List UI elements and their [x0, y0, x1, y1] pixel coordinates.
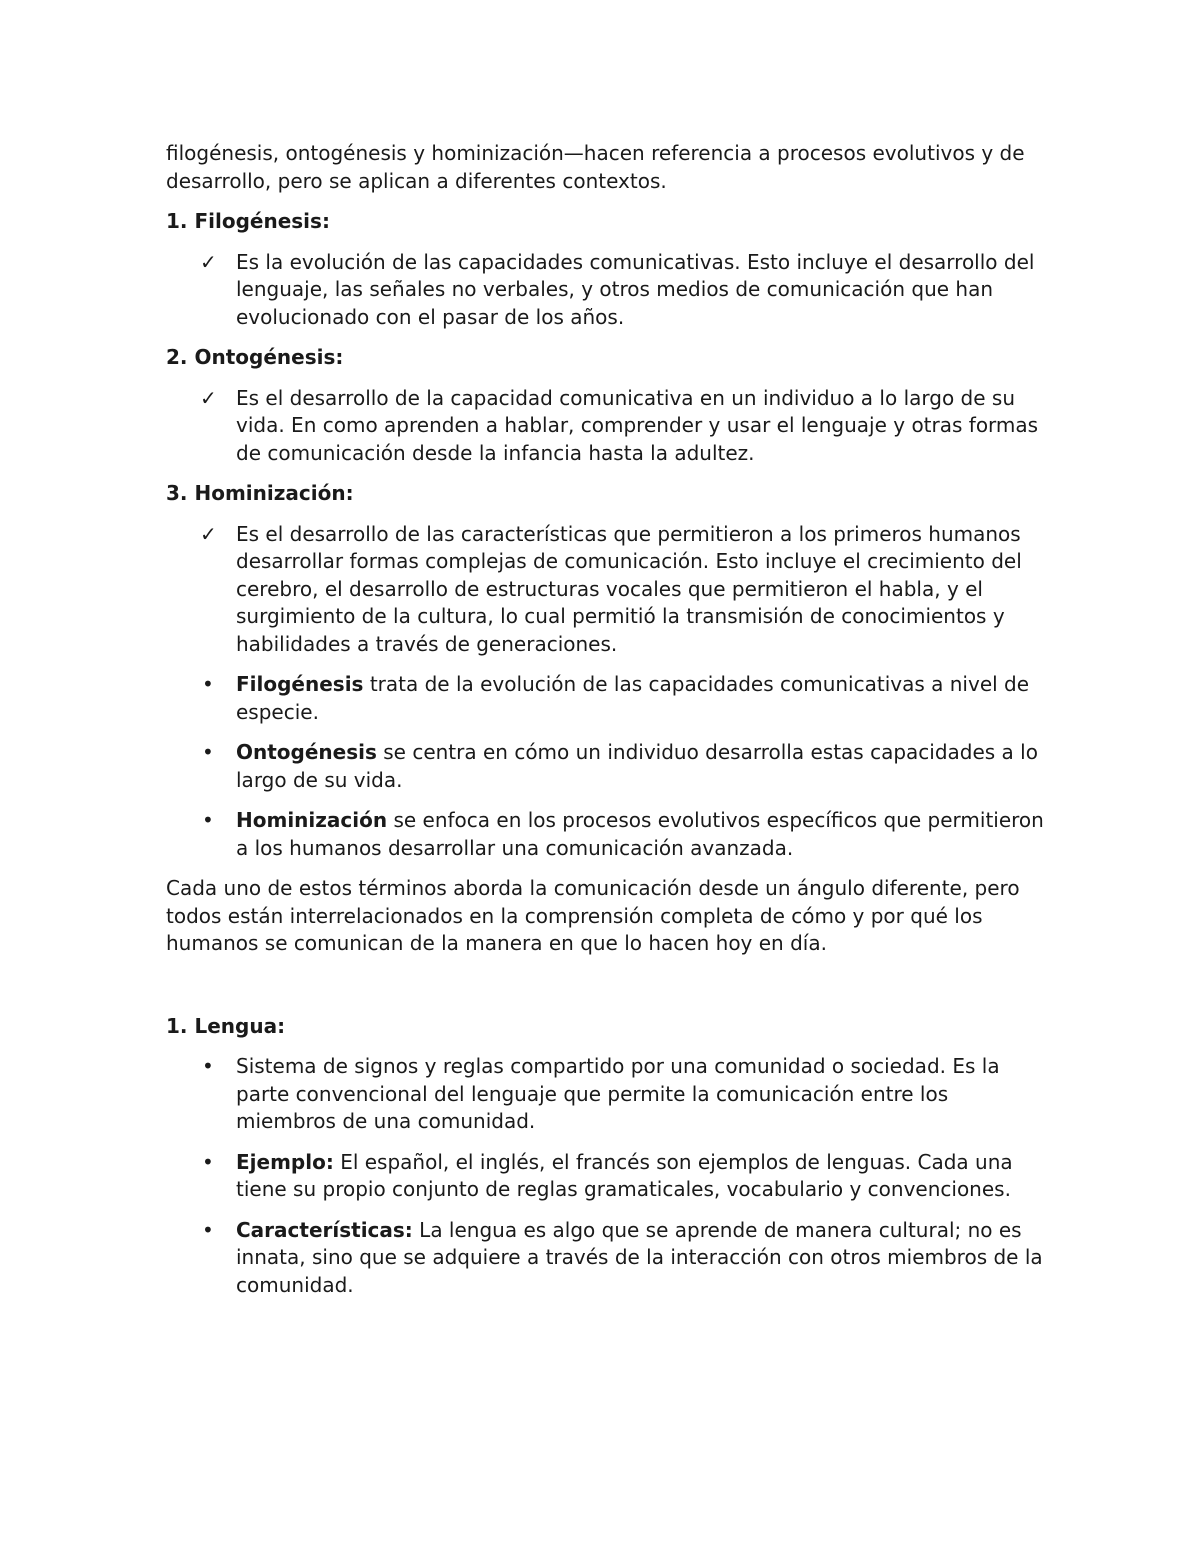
checkmark-icon: ✓: [200, 249, 217, 274]
summary-bullet-item: [166, 671, 1046, 726]
section-spacer: [166, 958, 1046, 1013]
check-item-text: Es la evolución de las capacidades comunicativas. Esto incluye el desarrollo del lenguaje, las señales no verbales, y otros medios de comunicación que han evolucionado con el pasar de los años.: [236, 249, 1035, 329]
bullet-text: se centra en cómo un individuo desarrolla estas capacidades a lo largo de su vida.: [236, 740, 1038, 792]
intro-paragraph: filogénesis, ontogénesis y hominización—hacen referencia a procesos evolutivos y de desarrollo, pero se aplican a diferentes contextos.: [166, 141, 1025, 193]
check-item: [166, 385, 1046, 468]
bullet-text: trata de la evolución de las capacidades comunicativas a nivel de especie.: [236, 672, 1030, 724]
bullet-term: Ontogénesis: [236, 740, 377, 764]
bullet-icon: •: [202, 672, 214, 696]
bullet-text: El español, el inglés, el francés son ejemplos de lenguas. Cada una tiene su propio conjunto de reglas gramaticales, vocabulario y convenciones.: [236, 1149, 1013, 1201]
summary-bullet-item: [166, 807, 1046, 862]
bullet-term: Ejemplo:: [236, 1149, 334, 1174]
bullet-icon: •: [202, 1217, 214, 1242]
check-item-text: Es el desarrollo de las características que permitieron a los primeros humanos desarrollar formas complejas de comunicación. Esto incluye el crecimiento del cerebro, el desarrollo de estructuras vocales que permitieron el habla, y el surgimiento de la cultura, lo cual permitió la transmisión de conocimientos y habilidades a través de generaciones.: [236, 521, 1022, 656]
closing-paragraph: Cada uno de estos términos aborda la comunicación desde un ángulo diferente, pero todos están interrelacionados en la comprensión completa de cómo y por qué los humanos se comunican de la manera en que lo hacen hoy en día.: [166, 876, 1020, 955]
bullet-text: se enfoca en los procesos evolutivos específicos que permitieron a los humanos desarrollar una comunicación avanzada.: [236, 808, 1044, 860]
section-heading-hominizacion: 3. Hominización:: [166, 481, 354, 505]
lengua-bullet-item: [166, 1149, 1046, 1204]
bullet-icon: •: [202, 1149, 214, 1174]
bullet-icon: •: [202, 740, 214, 764]
lengua-bullet-item: [166, 1053, 1046, 1136]
bullet-icon: •: [202, 1054, 214, 1078]
checkmark-icon: ✓: [200, 385, 217, 410]
check-item: [166, 521, 1046, 659]
lengua-bullet-item: [166, 1217, 1046, 1300]
bullet-term: Características:: [236, 1217, 413, 1242]
bullet-term: Hominización: [236, 808, 388, 832]
summary-bullet-item: [166, 739, 1046, 794]
section-heading-lengua: 1. Lengua:: [166, 1013, 286, 1038]
document-page: [166, 140, 1046, 1312]
bullet-icon: •: [202, 808, 214, 832]
checkmark-icon: ✓: [200, 521, 217, 546]
section-heading-filogenesis: 1. Filogénesis:: [166, 209, 330, 233]
bullet-text: Sistema de signos y reglas compartido por una comunidad o sociedad. Es la parte convencional del lenguaje que permite la comunicación entre los miembros de una comunidad.: [236, 1054, 1000, 1133]
bullet-text: La lengua es algo que se aprende de manera cultural; no es innata, sino que se adquiere a través de la interacción con otros miembros de la comunidad.: [236, 1217, 1043, 1297]
bullet-term: Filogénesis: [236, 672, 364, 696]
check-item: [166, 249, 1046, 332]
check-item-text: Es el desarrollo de la capacidad comunicativa en un individuo a lo largo de su vida. En como aprenden a hablar, comprender y usar el lenguaje y otras formas de comunicación desde la infancia hasta la adultez.: [236, 385, 1039, 465]
section-heading-ontogenesis: 2. Ontogénesis:: [166, 345, 344, 369]
